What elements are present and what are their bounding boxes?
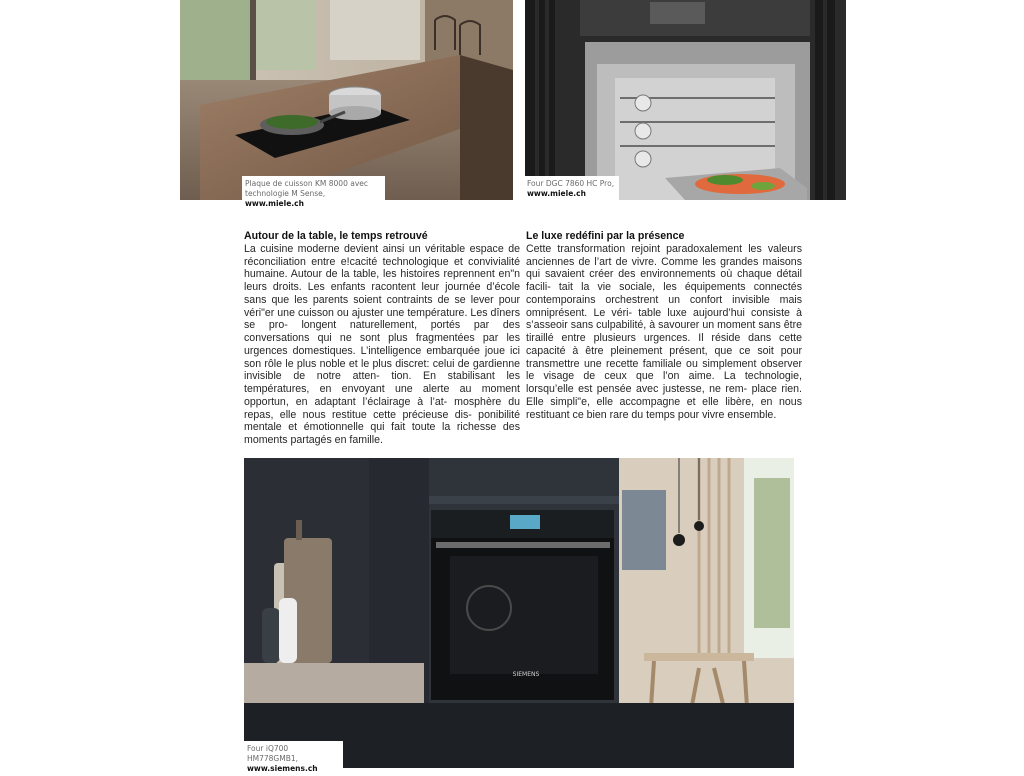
siemens-oven-caption-link[interactable]: www.siemens.ch — [247, 764, 318, 773]
cooktop-caption-link[interactable]: www.miele.ch — [245, 199, 304, 208]
cooktop-caption-text: Plaque de cuisson KM 8000 avec technologie M Sense, — [245, 179, 368, 198]
article-column-left — [244, 230, 520, 447]
siemens-oven-illustration — [244, 458, 794, 768]
miele-oven-caption — [524, 176, 619, 201]
cooktop-illustration — [180, 0, 513, 200]
miele-oven-caption-text: Four DGC 7860 HC Pro, — [527, 179, 615, 188]
siemens-oven-photo — [244, 458, 794, 768]
column-left-body: La cuisine moderne devient ainsi un véritable espace de réconciliation entre e!cacité technologique et convivialité humaine. Autour de la table, les histoires reprennent en"n leurs droits. Les enfants racontent leur journée d’école sans que les parents soient contraints de se lever pour véri"er une cuisson ou ajuster une température. Les dîners se pro- longent naturellement, portés par des conversations qui ne sont plus fragmentées par les urgences domestiques. L’intelligence embarquée joue ici son rôle le plus noble et le plus discret: celui de gardienne invisible de notre atten- tion. En stabilisant les températures, en envoyant une alerte au moment opportun, en adaptant l’éclairage à l’at- mosphère du repas, elle nous restitue cette précieuse dis- ponibilité mentale et émotionnelle qui fait toute la richesse des moments partagés en famille. — [244, 242, 520, 446]
siemens-brand-label: SIEMENS — [512, 671, 540, 678]
miele-oven-illustration — [525, 0, 846, 200]
miele-oven-caption-link[interactable]: www.miele.ch — [527, 189, 586, 198]
column-right-body: Cette transformation rejoint paradoxalement les valeurs anciennes de l’art de vivre. Comme les grandes maisons qui savaient créer des environnements où chaque détail facili- tait la vie sociale, les équipements connectés contemporains orchestrent un confort invisible mais omniprésent. Le véri- table luxe aujourd’hui consiste à s’asseoir sans culpabilité, à savourer un moment sans être tiraillé entre plusieurs urgences. Il réside dans cette capacité à être pleinement présent, que ce soit pour transmettre une recette familiale ou simplement observer le visage de ceux que l’on aime. La technologie, lorsqu’elle est pensée avec justesse, ne rem- place rien. Elle simpli"e, elle accompagne et elle libère, en nous restituant ce bien rare du temps pour vivre ensemble. — [526, 242, 802, 421]
miele-oven-photo — [525, 0, 846, 200]
cooktop-caption — [242, 176, 385, 211]
column-right-heading: Le luxe redéfini par la présence — [526, 230, 685, 242]
siemens-oven-caption — [244, 741, 343, 776]
siemens-oven-caption-text: Four iQ700 HM778GMB1, — [247, 744, 299, 763]
column-left-heading: Autour de la table, le temps retrouvé — [244, 230, 428, 242]
article-column-right — [526, 230, 802, 421]
cooktop-photo — [180, 0, 513, 200]
